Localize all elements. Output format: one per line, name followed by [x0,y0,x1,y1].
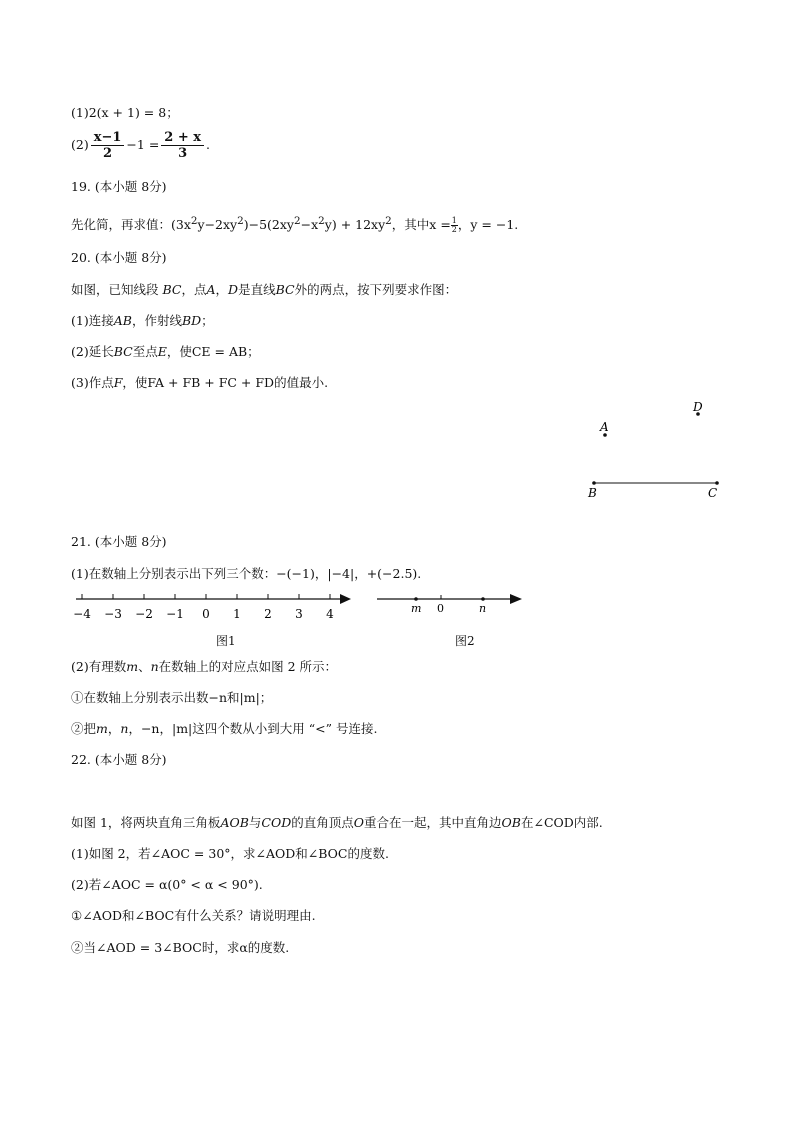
q19-sup-3: 2 [294,215,301,227]
q22-intro-cod: COD [261,815,292,830]
q22-intro-a: 如图 1，将两块直角三角板 [71,815,221,830]
q20-intro-A: A [206,282,216,297]
q21-item2-b: 、 [138,659,151,674]
point-c-label: C [708,486,718,500]
q18-item2-prefix: (2) [71,137,89,152]
q20-header: 20. (本小题 8分) [71,250,167,265]
q19-sup-2: 2 [237,215,244,227]
q20-intro-b: ，点 [181,282,207,297]
fig2-label-n: n [479,602,487,615]
q20-item2-c: ，使CE = AB； [166,344,260,359]
q18-left-fraction [91,130,125,161]
q19-sup-1: 2 [190,215,198,227]
q20-item3-b: ，使FA + FB + FC + FD的值最小. [122,375,329,390]
q22-sub1: ①∠AOD和∠BOC有什么关系？请说明理由. [71,908,316,923]
q20-intro-e: 外的两点，按下列要求作图： [294,282,458,297]
fig1-tick-label: −2 [135,607,153,621]
q20-intro [71,282,457,298]
q20-intro-bc2: BC [275,282,295,297]
fig1-tick-label: 2 [264,607,272,621]
q18-item2-end: . [206,137,211,152]
point-c-dot [715,481,719,485]
q21-item2-m: m [126,659,139,674]
q21-sub2 [71,721,377,737]
point-d-label: D [693,400,703,414]
fig1-tick-label: 4 [326,607,334,621]
q22-intro-b: 与 [248,815,262,830]
q20-item3 [71,375,328,391]
q22-item2: (2)若∠AOC = α(0° < α < 90°). [71,877,263,892]
q21-item1: (1)在数轴上分别表示出下列三个数：−(−1)，|−4|，+(−2.5). [71,566,422,581]
figure2-caption: 图2 [455,634,475,648]
q19-frac-num: 1 [451,216,457,226]
q21-sub2-n: n [120,721,129,736]
q20-item1-a: (1)连接 [71,313,114,328]
point-a-label: A [600,420,609,434]
q21-item2-n: n [150,659,159,674]
q18-right-fraction [161,130,204,161]
q19-sup-5: 2 [385,215,392,227]
q20-item2-b: 至点 [132,344,158,359]
fig2-label-zero: 0 [437,602,444,615]
q22-intro-o: O [353,815,365,830]
q21-sub1: ①在数轴上分别表示出数−n和|m|； [71,690,273,705]
q20-item1-ab: AB [113,313,132,328]
q18-right-numerator: 2 + x [161,130,204,146]
fig2-label-m: m [411,602,422,615]
q20-figure [580,395,720,500]
q19-text-e: y) + 12xy [324,217,386,233]
q21-header: 21. (本小题 8分) [71,534,167,549]
q19-header: 19. (本小题 8分) [71,179,167,194]
q21-item2-c: 在数轴上的对应点如图 2 所示： [158,659,338,674]
q22-intro-e: 在∠COD内部. [520,815,603,830]
q20-intro-a: 如图，已知线段 [71,282,159,297]
q21-sub2-b: ， [107,721,121,736]
q21-sub2-m: m [96,721,108,736]
q20-intro-c: ， [215,282,229,297]
fig1-tick-label: 3 [295,607,303,621]
q20-intro-D: D [228,282,239,297]
q21-sub2-a: ②把 [71,721,97,736]
fig1-tick-label: 0 [202,607,210,621]
q19-text-c: )−5(2xy [243,217,294,233]
q22-intro-c: 的直角顶点 [291,815,354,830]
fig1-tick-label: −4 [73,607,91,621]
q20-item1-bd: BD [181,313,202,328]
q22-header: 22. (本小题 8分) [71,752,167,767]
q19-text-g: ，y = −1. [457,217,519,233]
q21-item2 [71,659,337,675]
fig1-arrow-head [340,594,351,604]
q18-item2-mid: −1 = [126,137,160,152]
fig2-point-n [481,597,485,601]
q19-frac-den: 2 [451,225,457,235]
fig2-arrow-head [510,594,522,604]
q19-text-f: ，其中x = [391,217,451,233]
q22-intro-d: 重合在一起，其中直角边 [364,815,502,830]
q20-item3-a: (3)作点 [71,375,114,390]
q19-fraction [451,217,458,234]
figure2-number-line [375,588,525,618]
q22-intro [71,815,603,831]
q20-item1-b: ，作射线 [131,313,182,328]
fig1-tick-label: −1 [166,607,184,621]
q21-sub2-c: ，−n，|m|这四个数从小到大用 “<” 号连接. [128,721,378,736]
figure1-caption: 图1 [216,634,236,648]
q22-intro-ob: OB [501,815,521,830]
q20-item1 [71,313,214,329]
q18-left-numerator: x−1 [91,130,125,146]
point-b-dot [592,481,596,485]
q20-item2-bc: BC [113,344,133,359]
q19-text-a: 先化简，再求值：(3x [71,217,191,233]
point-b-label: B [588,486,597,500]
q18-item1: (1)2(x + 1) = 8； [71,105,179,120]
q20-intro-bc: BC [162,282,182,297]
q18-item2 [71,130,210,161]
fig1-tick-label: 1 [233,607,241,621]
q20-item2-a: (2)延长 [71,344,114,359]
q19-text-d: −x [300,217,319,233]
q19-text-b: y−2xy [197,217,238,233]
figure1-number-line [70,588,360,624]
fig2-point-m [414,597,418,601]
q19-text [71,213,518,234]
q20-intro-d: 是直线 [238,282,276,297]
q20-item2 [71,344,260,360]
q22-sub2: ②当∠AOD = 3∠BOC时，求α的度数. [71,940,290,955]
q22-intro-aob: AOB [220,815,249,830]
q20-item2-e: E [157,344,167,359]
q22-item1: (1)如图 2，若∠AOC = 30°，求∠AOD和∠BOC的度数. [71,846,389,861]
q18-left-denominator: 2 [103,146,113,161]
q19-sup-4: 2 [318,215,325,227]
q21-item2-a: (2)有理数 [71,659,127,674]
q18-right-denominator: 3 [178,146,188,161]
q20-item3-f: F [113,375,123,390]
fig1-tick-label: −3 [104,607,122,621]
q20-item1-c: ； [201,313,214,328]
